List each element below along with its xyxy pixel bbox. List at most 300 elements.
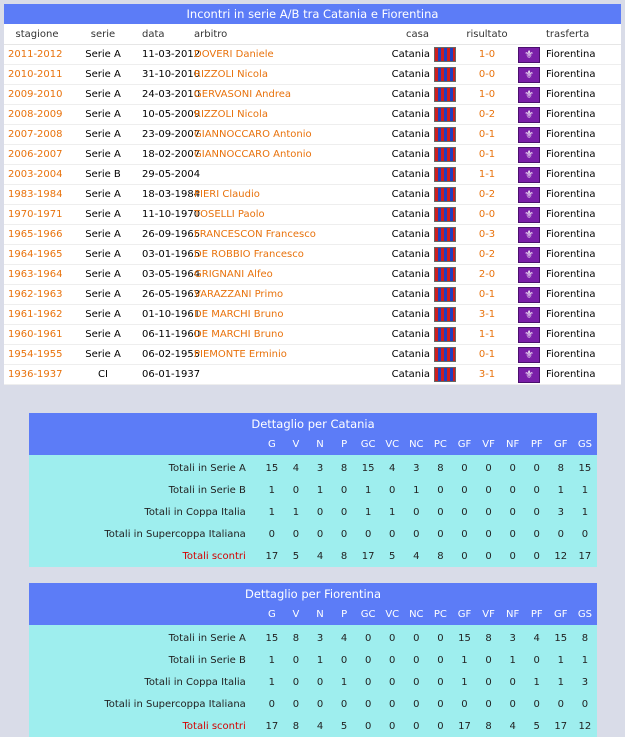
stat-header-gs: GS [577, 438, 592, 450]
score-link[interactable]: 0-1 [460, 345, 514, 365]
stat-value: 0 [389, 528, 396, 540]
stats-row-label: Totali scontri [182, 550, 246, 562]
stat-value: 0 [413, 654, 420, 666]
serie-cell: Serie A [70, 125, 136, 145]
stat-value: 0 [389, 720, 396, 732]
match-row [4, 165, 621, 185]
stat-value: 0 [292, 654, 300, 666]
stat-value: 8 [485, 720, 492, 732]
date-cell: 24-03-2010 [136, 85, 192, 105]
catania-flag-icon [434, 247, 456, 262]
stat-value: 12 [554, 550, 568, 562]
fiorentina-flag-icon [518, 107, 540, 123]
stat-value: 0 [340, 506, 348, 518]
fiorentina-flag-icon [518, 367, 540, 383]
score-link[interactable]: 0-1 [460, 285, 514, 305]
stat-value: 17 [578, 550, 592, 562]
stat-value: 0 [485, 676, 492, 688]
stats-row [29, 545, 597, 567]
stat-value: 0 [437, 484, 444, 496]
serie-cell: Serie A [70, 285, 136, 305]
serie-cell: Serie A [70, 105, 136, 125]
date-cell: 26-05-1963 [136, 285, 192, 305]
detail-fiorentina-panel [29, 583, 597, 737]
stat-value: 17 [458, 720, 471, 732]
away-team: Fiorentina [544, 225, 621, 245]
stat-value: 0 [340, 484, 348, 496]
stat-value: 3 [557, 506, 564, 518]
stats-row [29, 523, 597, 545]
stat-value: 0 [461, 698, 468, 710]
serie-cell: Serie A [70, 85, 136, 105]
match-row [4, 345, 621, 365]
score-link[interactable]: 0-0 [460, 205, 514, 225]
stat-value: 0 [316, 676, 324, 688]
catania-flag-icon [434, 127, 456, 142]
stat-value: 1 [461, 654, 468, 666]
fiorentina-flag-icon [518, 347, 540, 363]
stat-value: 17 [265, 720, 279, 732]
match-row [4, 225, 621, 245]
score-link[interactable]: 2-0 [460, 265, 514, 285]
stat-value: 8 [557, 462, 564, 474]
stat-value: 0 [340, 698, 348, 710]
stat-value: 0 [413, 698, 420, 710]
stat-value: 4 [340, 632, 348, 644]
detail-catania-panel [29, 413, 597, 567]
date-cell: 06-02-1955 [136, 345, 192, 365]
stat-value: 0 [581, 698, 589, 710]
stat-value: 17 [265, 550, 279, 562]
stat-value: 0 [509, 698, 516, 710]
stat-header-vf: VF [482, 608, 495, 620]
season-link[interactable]: 1962-1963 [4, 285, 70, 305]
away-team: Fiorentina [544, 305, 621, 325]
stat-value: 1 [581, 506, 589, 518]
home-team: Catania [378, 205, 430, 225]
stat-value: 1 [268, 506, 276, 518]
stat-value: 0 [316, 506, 324, 518]
stat-value: 15 [578, 462, 592, 474]
stat-value: 0 [437, 528, 444, 540]
stat-value: 17 [361, 550, 375, 562]
away-team: Fiorentina [544, 265, 621, 285]
away-team: Fiorentina [544, 325, 621, 345]
season-link[interactable]: 1963-1964 [4, 265, 70, 285]
stat-value: 3 [509, 632, 516, 644]
stat-header-v: V [292, 438, 300, 450]
stats-row [29, 627, 597, 649]
stat-value: 1 [509, 654, 516, 666]
stat-header-n: N [316, 608, 324, 620]
referee-link[interactable]: DOVERI Daniele [192, 45, 378, 65]
stats-header-row [29, 603, 597, 625]
stat-value: 4 [413, 550, 420, 562]
season-link[interactable]: 1960-1961 [4, 325, 70, 345]
stats-row-label: Totali in Serie B [168, 484, 246, 496]
stat-header-p: P [341, 438, 348, 450]
stat-value: 1 [268, 484, 276, 496]
catania-flag-icon [434, 267, 456, 282]
referee-link[interactable]: GERVASONI Andrea [192, 85, 378, 105]
header-arbitro: arbitro [192, 24, 378, 45]
referee-link[interactable]: VARAZZANI Primo [192, 285, 378, 305]
catania-flag-icon [434, 47, 456, 62]
stat-value: 0 [364, 528, 372, 540]
score-link[interactable]: 1-0 [460, 45, 514, 65]
catania-flag-icon [434, 67, 456, 82]
fiorentina-flag-icon [518, 67, 540, 83]
stat-value: 8 [340, 550, 348, 562]
stat-value: 3 [581, 676, 589, 688]
stat-value: 0 [316, 528, 324, 540]
home-team: Catania [378, 285, 430, 305]
away-team: Fiorentina [544, 45, 621, 65]
stat-value: 8 [581, 632, 589, 644]
stat-value: 1 [268, 676, 276, 688]
stat-value: 0 [364, 632, 372, 644]
stats-row [29, 501, 597, 523]
serie-cell: Serie A [70, 205, 136, 225]
stat-value: 0 [413, 676, 420, 688]
stat-header-vc: VC [385, 608, 400, 620]
referee-link[interactable]: DE MARCHI Bruno [192, 325, 378, 345]
season-link[interactable]: 1965-1966 [4, 225, 70, 245]
stat-value: 17 [554, 720, 568, 732]
stat-header-pc: PC [433, 438, 447, 450]
fiorentina-flag-icon [518, 167, 540, 183]
stat-value: 0 [413, 632, 420, 644]
stat-value: 0 [364, 654, 372, 666]
stat-value: 0 [485, 506, 492, 518]
serie-cell: Serie A [70, 265, 136, 285]
stat-value: 1 [533, 676, 540, 688]
stat-value: 0 [437, 506, 444, 518]
stat-value: 0 [364, 720, 372, 732]
stat-header-nc: NC [409, 608, 424, 620]
stat-header-nf: NF [506, 608, 520, 620]
date-cell: 29-05-2004 [136, 165, 192, 185]
stat-value: 1 [316, 654, 324, 666]
score-link[interactable]: 0-2 [460, 185, 514, 205]
date-cell: 03-05-1964 [136, 265, 192, 285]
stat-value: 0 [485, 462, 492, 474]
stat-value: 0 [461, 484, 468, 496]
detail-fiorentina-title: Dettaglio per Fiorentina [244, 587, 382, 601]
stat-value: 0 [292, 528, 300, 540]
date-cell: 11-10-1970 [136, 205, 192, 225]
season-link[interactable]: 1936-1937 [4, 365, 70, 385]
season-link[interactable]: 2010-2011 [4, 65, 70, 85]
serie-cell: Serie A [70, 325, 136, 345]
stats-row [29, 693, 597, 715]
serie-cell: Serie A [70, 65, 136, 85]
stat-value: 0 [533, 528, 540, 540]
season-link[interactable]: 2009-2010 [4, 85, 70, 105]
score-link[interactable]: 1-1 [460, 325, 514, 345]
date-cell: 03-01-1965 [136, 245, 192, 265]
matches-header-row [4, 24, 621, 45]
away-team: Fiorentina [544, 125, 621, 145]
stat-value: 5 [533, 720, 540, 732]
header-risultato: risultato [460, 24, 514, 45]
season-link[interactable]: 2006-2007 [4, 145, 70, 165]
stat-value: 0 [316, 698, 324, 710]
stat-value: 8 [292, 632, 300, 644]
stat-value: 8 [292, 720, 300, 732]
stat-header-gf: GF [554, 438, 568, 450]
stat-value: 8 [437, 462, 444, 474]
home-team: Catania [378, 125, 430, 145]
referee-link[interactable]: GIANNOCCARO Antonio [192, 125, 378, 145]
season-link[interactable]: 1964-1965 [4, 245, 70, 265]
serie-cell: Serie A [70, 45, 136, 65]
date-cell: 06-01-1937 [136, 365, 192, 385]
home-team: Catania [378, 145, 430, 165]
season-link[interactable]: 1983-1984 [4, 185, 70, 205]
stat-value: 0 [389, 698, 396, 710]
header-data: data [136, 24, 192, 45]
catania-flag-icon [434, 307, 456, 322]
catania-flag-icon [434, 147, 456, 162]
referee-link[interactable]: PIERI Claudio [192, 185, 378, 205]
referee-link[interactable]: TOSELLI Paolo [192, 205, 378, 225]
catania-flag-icon [434, 367, 456, 382]
score-link[interactable]: 3-1 [460, 305, 514, 325]
away-team: Fiorentina [544, 245, 621, 265]
stat-value: 4 [509, 720, 516, 732]
stat-value: 1 [316, 484, 324, 496]
catania-flag-icon [434, 87, 456, 102]
fiorentina-flag-icon [518, 327, 540, 343]
stat-header-gs: GS [577, 608, 592, 620]
season-link[interactable]: 2003-2004 [4, 165, 70, 185]
stat-value: 15 [265, 462, 279, 474]
stat-value: 8 [437, 550, 444, 562]
stats-row [29, 649, 597, 671]
season-link[interactable]: 2008-2009 [4, 105, 70, 125]
stat-value: 0 [533, 550, 540, 562]
stat-value: 4 [292, 462, 300, 474]
match-row [4, 185, 621, 205]
stat-value: 0 [485, 528, 492, 540]
stat-header-pf: PF [530, 438, 543, 450]
catania-flag-icon [434, 287, 456, 302]
referee-link[interactable] [192, 365, 378, 385]
matches-title: Incontri in serie A/B tra Catania e Fiorentina [4, 4, 621, 24]
stat-value: 0 [485, 484, 492, 496]
stat-value: 1 [413, 484, 420, 496]
serie-cell: Serie A [70, 305, 136, 325]
serie-cell: CI [70, 365, 136, 385]
referee-link[interactable]: RIZZOLI Nicola [192, 65, 378, 85]
season-link[interactable]: 1970-1971 [4, 205, 70, 225]
stat-value: 5 [292, 550, 300, 562]
match-row [4, 145, 621, 165]
score-link[interactable]: 3-1 [460, 365, 514, 385]
referee-link[interactable]: DE MARCHI Bruno [192, 305, 378, 325]
score-link[interactable]: 1-1 [460, 165, 514, 185]
match-row [4, 205, 621, 225]
referee-link[interactable]: GRIGNANI Alfeo [192, 265, 378, 285]
fiorentina-flag-icon [518, 227, 540, 243]
date-cell: 23-09-2007 [136, 125, 192, 145]
stat-value: 15 [265, 632, 279, 644]
stat-value: 1 [557, 676, 564, 688]
away-team: Fiorentina [544, 185, 621, 205]
home-team: Catania [378, 165, 430, 185]
season-link[interactable]: 2007-2008 [4, 125, 70, 145]
referee-link[interactable]: PIEMONTE Erminio [192, 345, 378, 365]
away-team: Fiorentina [544, 165, 621, 185]
home-team: Catania [378, 45, 430, 65]
header-casa: casa [378, 24, 430, 45]
stat-value: 0 [437, 632, 444, 644]
catania-flag-icon [434, 327, 456, 342]
stat-value: 12 [578, 720, 592, 732]
stat-value: 4 [316, 720, 324, 732]
catania-flag-icon [434, 107, 456, 122]
serie-cell: Serie A [70, 185, 136, 205]
season-link[interactable]: 1961-1962 [4, 305, 70, 325]
fiorentina-flag-icon [518, 287, 540, 303]
match-row [4, 325, 621, 345]
catania-flag-icon [434, 187, 456, 202]
match-row [4, 305, 621, 325]
matches-table [4, 24, 621, 385]
header-stagione: stagione [4, 24, 70, 45]
stat-value: 0 [485, 698, 492, 710]
catania-flag-icon [434, 227, 456, 242]
stats-header-row [29, 433, 597, 455]
stats-row-label: Totali in Serie B [168, 654, 246, 666]
fiorentina-flag-icon [518, 87, 540, 103]
stat-header-gc: GC [360, 438, 376, 450]
away-team: Fiorentina [544, 205, 621, 225]
stat-value: 0 [509, 462, 516, 474]
home-team: Catania [378, 225, 430, 245]
date-cell: 11-03-2012 [136, 45, 192, 65]
home-team: Catania [378, 245, 430, 265]
catania-flag-icon [434, 167, 456, 182]
stats-row-label: Totali in Supercoppa Italiana [104, 528, 246, 540]
stat-value: 3 [316, 632, 324, 644]
match-row [4, 125, 621, 145]
stat-value: 0 [437, 676, 444, 688]
stat-value: 0 [413, 720, 420, 732]
stat-value: 4 [389, 462, 396, 474]
match-row [4, 285, 621, 305]
fiorentina-flag-icon [518, 47, 540, 63]
stats-row [29, 715, 597, 737]
stat-value: 0 [413, 506, 420, 518]
stat-value: 0 [509, 506, 516, 518]
catania-flag-icon [434, 207, 456, 222]
home-team: Catania [378, 345, 430, 365]
stat-value: 0 [389, 484, 396, 496]
stat-value: 0 [557, 528, 564, 540]
date-cell: 18-03-1984 [136, 185, 192, 205]
stat-header-gf: GF [457, 438, 472, 450]
score-link[interactable]: 0-2 [460, 245, 514, 265]
stat-header-pc: PC [433, 608, 447, 620]
stat-value: 0 [509, 676, 516, 688]
stat-value: 0 [461, 462, 468, 474]
stat-value: 8 [485, 632, 492, 644]
stat-value: 0 [389, 654, 396, 666]
score-link[interactable]: 0-1 [460, 145, 514, 165]
referee-link[interactable]: RIZZOLI Nicola [192, 105, 378, 125]
referee-link[interactable]: FRANCESCON Francesco [192, 225, 378, 245]
season-link[interactable]: 2011-2012 [4, 45, 70, 65]
match-row [4, 45, 621, 65]
home-team: Catania [378, 85, 430, 105]
stat-value: 0 [389, 632, 396, 644]
stats-row-label: Totali in Supercoppa Italiana [104, 698, 246, 710]
away-team: Fiorentina [544, 105, 621, 125]
stats-row [29, 671, 597, 693]
stat-value: 3 [413, 462, 420, 474]
stats-row-label: Totali in Serie A [168, 632, 246, 644]
fiorentina-flag-icon [518, 127, 540, 143]
home-team: Catania [378, 365, 430, 385]
stat-header-g: G [267, 438, 276, 450]
stat-value: 0 [533, 506, 540, 518]
stat-value: 0 [437, 698, 444, 710]
stat-header-nf: NF [506, 438, 520, 450]
home-team: Catania [378, 185, 430, 205]
stat-value: 1 [389, 506, 396, 518]
serie-cell: Serie A [70, 245, 136, 265]
fiorentina-flag-icon [518, 187, 540, 203]
stat-value: 1 [340, 676, 348, 688]
serie-cell: Serie B [70, 165, 136, 185]
date-cell: 01-10-1961 [136, 305, 192, 325]
away-team: Fiorentina [544, 345, 621, 365]
stat-value: 1 [268, 654, 276, 666]
stat-header-vf: VF [482, 438, 495, 450]
score-link[interactable]: 0-1 [460, 125, 514, 145]
stat-value: 0 [437, 654, 444, 666]
score-link[interactable]: 0-0 [460, 65, 514, 85]
season-link[interactable]: 1954-1955 [4, 345, 70, 365]
serie-cell: Serie A [70, 145, 136, 165]
referee-link[interactable]: DE ROBBIO Francesco [192, 245, 378, 265]
stat-value: 0 [533, 462, 540, 474]
score-link[interactable]: 0-3 [460, 225, 514, 245]
stat-value: 0 [485, 654, 492, 666]
stat-value: 1 [461, 676, 468, 688]
score-link[interactable]: 1-0 [460, 85, 514, 105]
stat-header-g: G [267, 608, 276, 620]
stat-value: 0 [364, 676, 372, 688]
referee-link[interactable]: GIANNOCCARO Antonio [192, 145, 378, 165]
stat-value: 5 [340, 720, 348, 732]
score-link[interactable]: 0-2 [460, 105, 514, 125]
stat-value: 0 [292, 484, 300, 496]
stat-value: 0 [389, 676, 396, 688]
fiorentina-flag-icon [518, 247, 540, 263]
stat-value: 0 [340, 528, 348, 540]
stats-row [29, 479, 597, 501]
match-row [4, 85, 621, 105]
referee-link[interactable] [192, 165, 378, 185]
stats-row-label: Totali in Coppa Italia [144, 676, 246, 688]
stat-value: 1 [364, 506, 372, 518]
stat-value: 0 [581, 528, 589, 540]
detail-catania-title: Dettaglio per Catania [251, 417, 375, 431]
matches-panel [4, 4, 621, 384]
